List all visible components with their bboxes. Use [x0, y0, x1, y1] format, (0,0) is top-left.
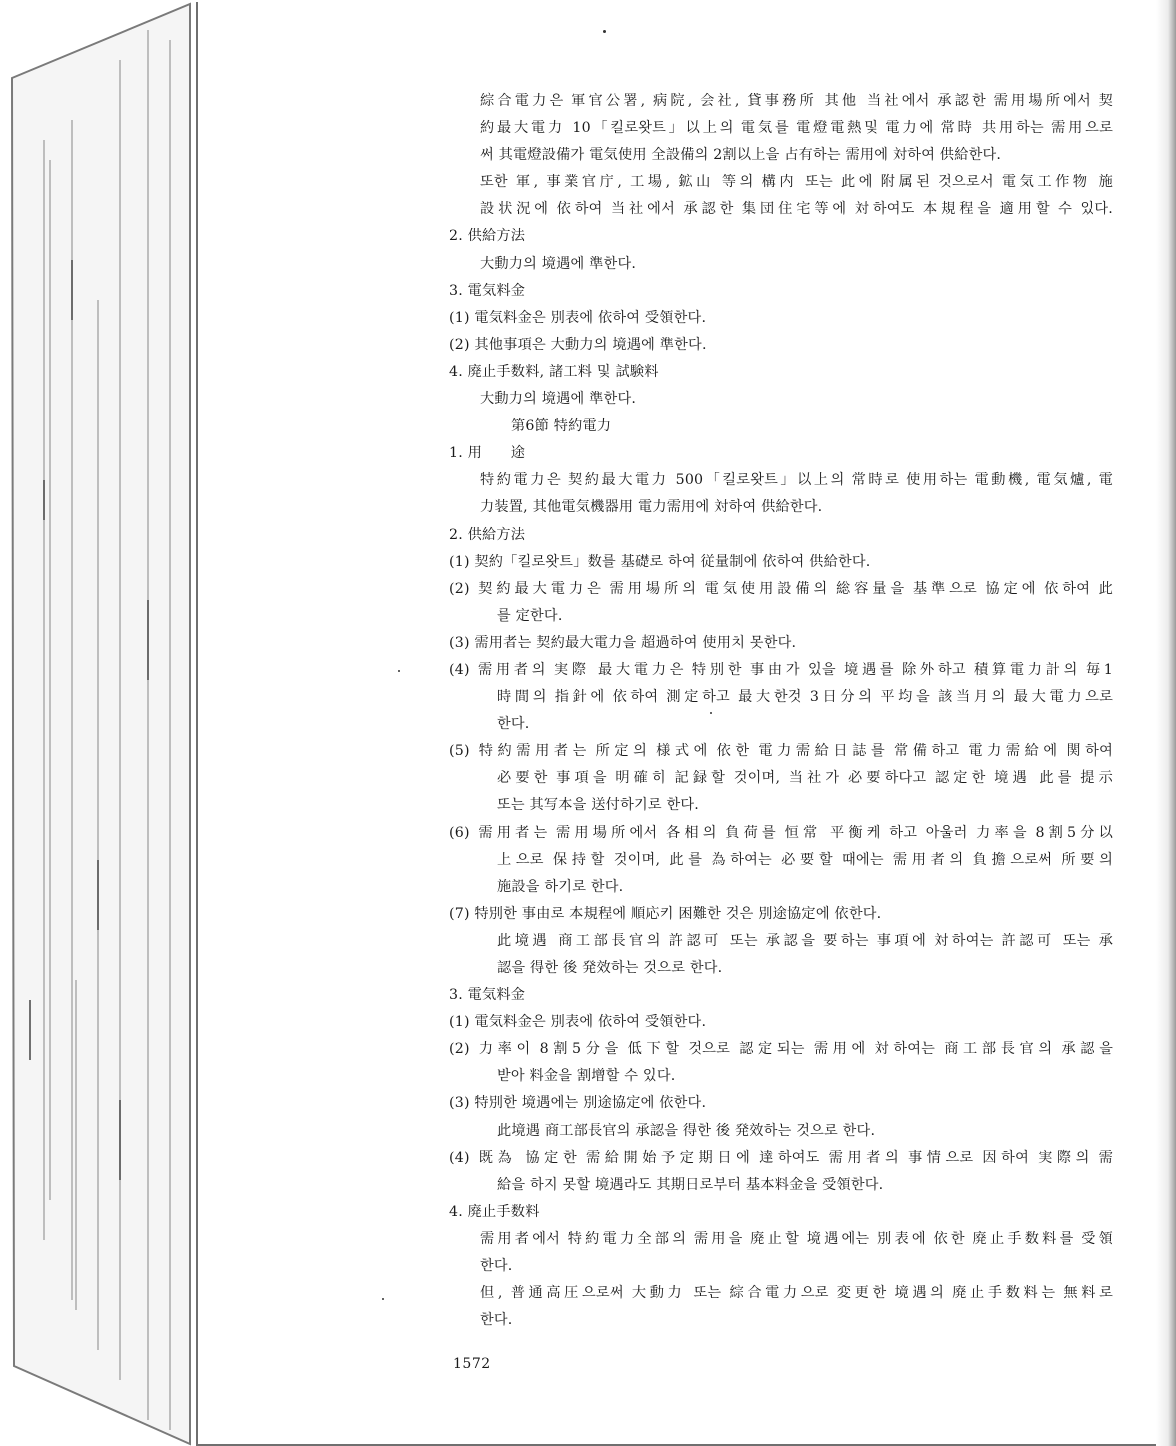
text-line: 此境遇 商工部長官의 許認可 또는 承認을 要하는 事項에 対하여는 許認可 또는 承: [497, 932, 1113, 949]
text-line: 받아 料金을 割增할 수 있다.: [497, 1068, 676, 1085]
text-line: (1) 契約「킬로왓트」数를 基礎로 하여 従量制에 依하여 供給한다.: [449, 553, 871, 570]
page-right-edge: [1156, 0, 1176, 1446]
text-line: 上으로 保持할 것이며, 此를 為하여는 必要할 때에는 需用者의 負擔으로써 所要의: [497, 851, 1113, 868]
scan-speck: [382, 1298, 384, 1300]
text-line: (4) 需用者의 実際 最大電力은 特別한 事由가 있을 境遇를 除外하고 積算電力計의 毎1: [449, 661, 1113, 678]
text-line: 4. 廃止手数料: [449, 1203, 540, 1220]
text-line: 한다.: [480, 1258, 513, 1275]
page-stack-outline: [0, 0, 200, 1446]
scan-speck: [398, 670, 400, 672]
text-line: 需用者에서 特約電力全部의 需用을 廃止할 境遇에는 別表에 依한 廃止手数料를 受領: [480, 1230, 1113, 1247]
text-line: 大動力의 境遇에 準한다.: [480, 255, 637, 272]
text-line: (4) 既為 協定한 需給開始予定期日에 達하여도 需用者의 事情으로 因하여 実際의 需: [449, 1149, 1113, 1166]
text-line: 3. 電気料金: [449, 282, 526, 299]
text-line: 써 其電燈設備가 電気使用 全設備의 2割以上을 占有하는 需用에 対하여 供給한다.: [480, 147, 1002, 164]
text-line: (6) 需用者는 需用場所에서 各相의 負荷를 恒常 平衡케 하고 아울러 力率을 8割5分以: [449, 824, 1113, 841]
text-line: 特約電力은 契約最大電力 500「킬로왓트」以上의 常時로 使用하는 電動機, 電気爐, 電: [480, 472, 1113, 489]
text-line: (1) 電気料金은 別表에 依하여 受領한다.: [449, 1014, 707, 1031]
text-line: 但, 普通高圧으로써 大動力 또는 綜合電力으로 変更한 境遇의 廃止手数料는 無料로: [480, 1285, 1113, 1302]
text-line: (2) 契約最大電力은 需用場所의 電気使用設備의 総容量을 基準으로 協定에 依하여 此: [449, 580, 1113, 597]
text-line: 必要한 事項을 明確히 記録할 것이며, 当社가 必要하다고 認定한 境遇 此를 提示: [497, 770, 1113, 787]
text-line: 力装置, 其他電気機器用 電力需用에 対하여 供給한다.: [480, 499, 823, 516]
text-line: 給을 하지 못할 境遇라도 其期日로부터 基本料金을 受領한다.: [497, 1176, 884, 1193]
text-line: 를 定한다.: [497, 607, 563, 624]
page-body-text: [449, 88, 1113, 1334]
text-line: (7) 特別한 事由로 本規程에 順応키 困難한 것은 別途協定에 依한다.: [449, 905, 882, 922]
scan-speck: [603, 30, 606, 33]
text-line: 約最大電力 10「킬로왓트」以上의 電気를 電燈電熱및 電力에 常時 共用하는 需用으로: [480, 120, 1113, 137]
text-line: (3) 特別한 境遇에는 別途協定에 依한다.: [449, 1095, 707, 1112]
book-page-stack: [0, 0, 200, 1446]
text-line: (2) 力率이 8割5分을 低下할 것으로 認定되는 需用에 対하여는 商工部長官의 承認을: [449, 1041, 1113, 1058]
text-line: 設状況에 依하여 当社에서 承認한 集団住宅等에 対하여도 本規程을 適用할 수 있다.: [480, 201, 1113, 218]
text-line: (3) 需用者는 契約最大電力을 超過하여 使用치 못한다.: [449, 634, 797, 651]
text-line: 綜合電力은 軍官公署, 病院, 会社, 貸事務所 其他 当社에서 承認한 需用場所에서 契: [480, 93, 1113, 109]
text-line: (5) 特約需用者는 所定의 様式에 依한 電力需給日誌를 常備하고 電力需給에 関하여: [449, 743, 1113, 760]
text-line: (1) 電気料金은 別表에 依하여 受領한다.: [449, 309, 707, 326]
text-line: 또한 軍, 事業官庁, 工場, 鉱山 等의 構内 또는 此에 附属된 것으로서 電気工作物 施: [480, 174, 1113, 191]
text-line: 2. 供給方法: [449, 526, 526, 543]
text-line: (2) 其他事項은 大動力의 境遇에 準한다.: [449, 336, 707, 353]
text-line: 3. 電気料金: [449, 987, 526, 1004]
text-line: 施設을 하기로 한다.: [497, 878, 624, 895]
text-line: 또는 其写本을 送付하기로 한다.: [497, 797, 700, 814]
page-number: 1572: [453, 1356, 491, 1372]
text-line: 認을 得한 後 発效하는 것으로 한다.: [497, 960, 723, 976]
text-line: 한다.: [480, 1312, 513, 1329]
text-line: 第6節 特約電力: [511, 418, 612, 435]
text-line: 2. 供給方法: [449, 228, 526, 245]
text-line: 1. 用 途: [449, 445, 526, 462]
scan-speck: [710, 712, 712, 714]
text-line: 大動力의 境遇에 準한다.: [480, 391, 637, 408]
text-line: 4. 廃止手数料, 諸工料 및 試験料: [449, 363, 659, 380]
text-line: 此境遇 商工部長官의 承認을 得한 後 発效하는 것으로 한다.: [497, 1122, 876, 1139]
text-line: 한다.: [497, 716, 530, 733]
text-line: 時間의 指針에 依하여 測定하고 最大한것 3日分의 平均을 該当月의 最大電力으로: [497, 689, 1113, 706]
